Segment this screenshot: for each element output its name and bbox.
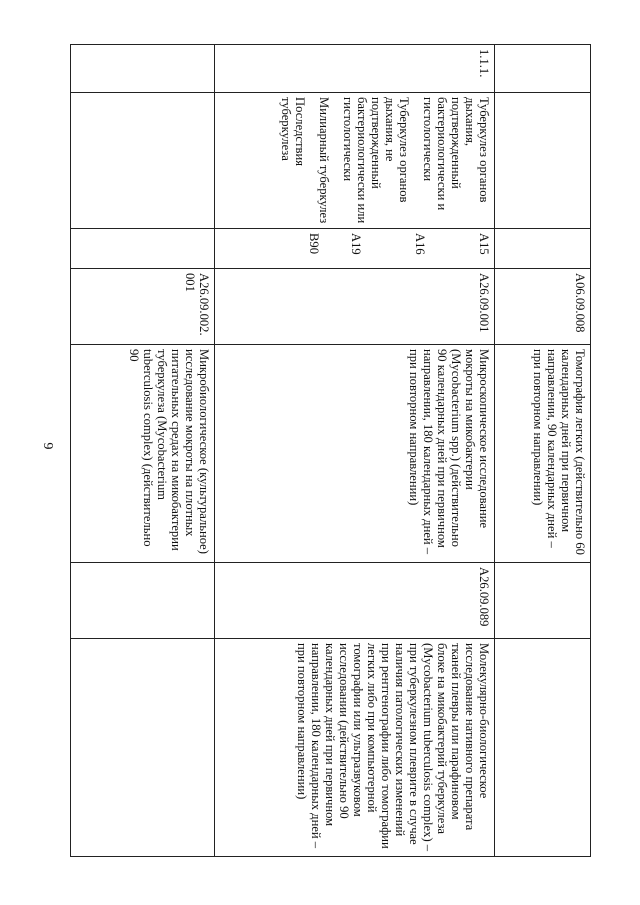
extra-service-description-cell: Молекулярно-биологическое исследование нативного препарата тканей плевры или парафиновом блоке на микобактерий туберкулеза (Mycobacterium tuberculosis complex) – при туберкулезном плеврите в случае наличия патологических изменений при рентгенографии либо томографии легких либо при компьютерной томографии или ультразвуковом исследовании (действительно 90 календарных дней при первичном направлении, 180 календарных дней – при повторном направлении) bbox=[215, 639, 495, 857]
diagnosis-cell bbox=[71, 93, 215, 229]
diagnosis-text: Милиарный туберкулез bbox=[317, 97, 331, 224]
page-number: 6 bbox=[42, 442, 57, 450]
extra-service-code-cell bbox=[71, 563, 215, 639]
service-description-cell: Микробиологическое (культуральное) исследование мокроты на плотных питательных средах на микобактерии туберкулеза (Mycobacterium tuberculosis complex) (действительно 90 bbox=[71, 345, 215, 563]
row-number-cell bbox=[495, 45, 591, 93]
row-number-cell: 1.1.1. bbox=[215, 45, 495, 93]
diagnosis-text: Туберкулез органов дыхания, подтвержденный бактериологически и гистологически bbox=[421, 97, 491, 211]
service-description-cell: Микроскопическое исследование мокроты на микобактерии (Mycobacterium spp.) (действительно 90 календарных дней при первичном направлении, 180 календарных дней – при повторном направлении) bbox=[215, 345, 495, 563]
rotated-table-wrapper bbox=[71, 44, 591, 856]
icd-code: B90 bbox=[307, 233, 321, 254]
icd-code-cell bbox=[495, 229, 591, 269]
extra-service-code-cell: A26.09.089 bbox=[215, 563, 495, 639]
icd-code-cell bbox=[71, 229, 215, 269]
extra-service-description-cell bbox=[71, 639, 215, 857]
table-row bbox=[71, 45, 215, 857]
icd-code: A16 bbox=[413, 233, 427, 255]
service-description-cell: Томография легких (действительно 60 календарных дней при первичном направлении, 90 календарных дней – при повторном направлении) bbox=[495, 345, 591, 563]
service-code-cell: A26.09.002.001 bbox=[71, 269, 215, 345]
icd-code: A19 bbox=[349, 233, 363, 255]
icd-code-cell bbox=[215, 229, 495, 269]
extra-service-code-cell bbox=[495, 563, 591, 639]
diagnosis-cell bbox=[215, 93, 495, 229]
table-row bbox=[215, 45, 495, 857]
diagnosis-cell bbox=[495, 93, 591, 229]
service-code-cell: A26.09.001 bbox=[215, 269, 495, 345]
table-row bbox=[495, 45, 591, 857]
services-table bbox=[70, 44, 591, 857]
diagnosis-text: Туберкулез органов дыхания, не подтвержденный бактериологически или гистологически bbox=[341, 97, 411, 224]
icd-code: A15 bbox=[477, 233, 491, 255]
service-code-cell: A06.09.008 bbox=[495, 269, 591, 345]
row-number-cell bbox=[71, 45, 215, 93]
diagnosis-text: Последствия туберкулеза bbox=[279, 97, 307, 166]
extra-service-description-cell bbox=[495, 639, 591, 857]
